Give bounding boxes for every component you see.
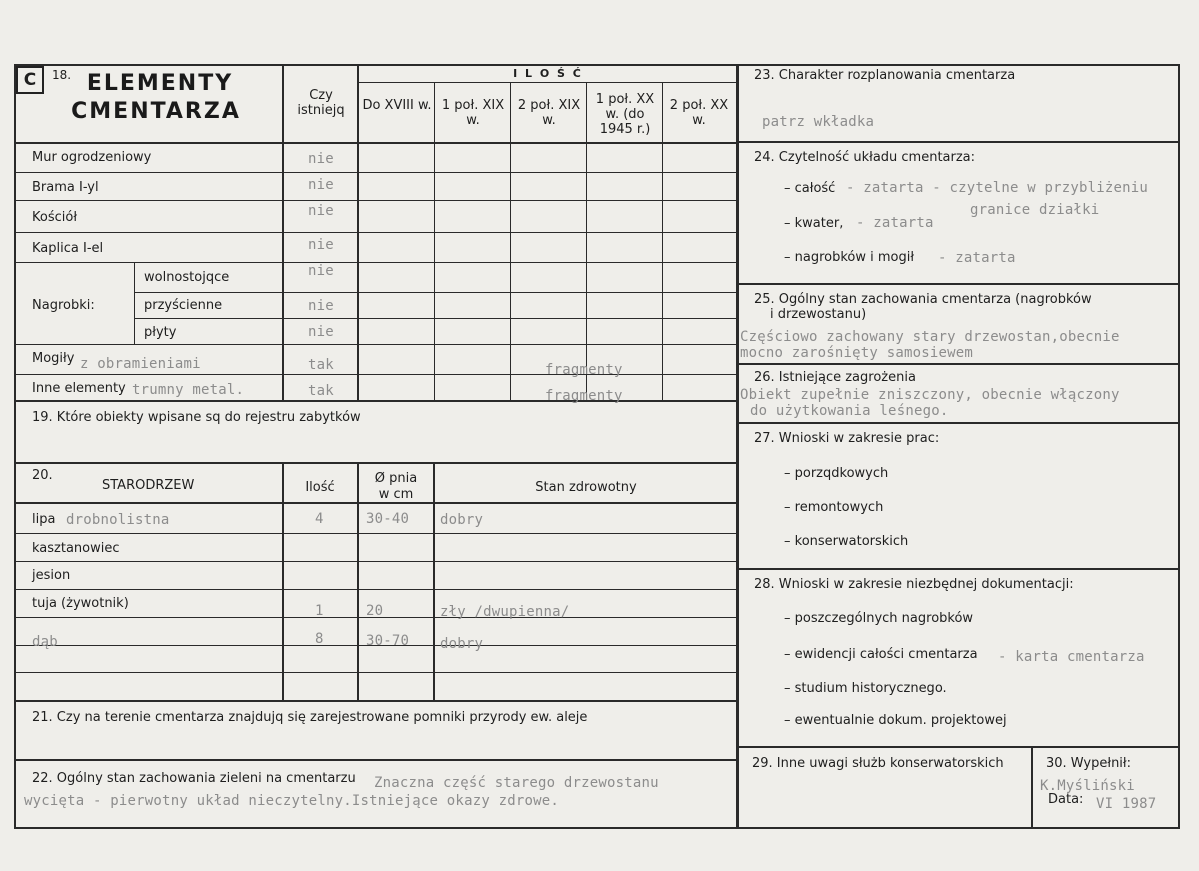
s20-row-ilosc: 4	[315, 511, 324, 527]
s20-col-rule-2	[357, 462, 359, 700]
s24-nagrobkow: – nagrobków i mogił	[784, 250, 915, 265]
label-plyty: płyty	[144, 325, 177, 340]
s28-item: – poszczególnych nagrobków	[784, 611, 974, 626]
s19-label: 19. Które obiekty wpisane sq do rejestru zabytków	[32, 410, 361, 425]
s29-s30-divider	[1031, 746, 1033, 828]
s26-typed-2: do użytkowania leśnego.	[750, 403, 949, 419]
s20-row-rule	[14, 589, 736, 590]
s27-label: 27. Wnioski w zakresie prac:	[754, 431, 940, 446]
s30-label: 30. Wypełnił:	[1046, 756, 1131, 771]
s20-number: 20.	[32, 468, 53, 483]
typed-kaplica: nie	[308, 237, 334, 253]
s26-label: 26. Istniejące zagrożenia	[754, 370, 916, 385]
row-rule	[14, 344, 736, 345]
s25-typed-1: Częściowo zachowany stary drzewostan,obecnie	[740, 329, 1120, 345]
s20-row-stan: dobry	[440, 512, 484, 528]
col-rule-1	[357, 64, 359, 402]
s27-item: – porzqdkowych	[784, 466, 889, 481]
s20-col-stan: Stan zdrowotny	[535, 480, 637, 495]
period-header-5: 2 poł. XX w.	[669, 98, 729, 128]
row-rule	[14, 172, 736, 173]
s20-row-label: tuja (żywotnik)	[32, 596, 129, 611]
s20-row-stan: dobry	[440, 636, 484, 652]
nagrobki-rule	[134, 262, 135, 344]
s22-label: 22. Ogólny stan zachowania zieleni na cmentarzu	[32, 771, 356, 786]
s22-typed-2: wycięta - pierwotny układ nieczytelny.Istniejące okazy zdrowe.	[24, 793, 559, 809]
s24-calosc-typed-2: granice działki	[970, 202, 1100, 218]
s20-row-rule	[14, 672, 736, 673]
label-mogily: Mogiły	[32, 351, 75, 366]
s29-label: 29. Inne uwagi służb konserwatorskich	[752, 756, 1004, 771]
ilosc-header: I L O Ś Ć	[513, 67, 583, 80]
s20-row-label: kasztanowiec	[32, 541, 120, 556]
section-26-bottom	[738, 422, 1180, 424]
s20-row-typed: dąb	[32, 634, 58, 650]
period-header-4: 1 poł. XX w. (do 1945 r.)	[595, 92, 655, 137]
s20-row-pnia: 20	[366, 603, 384, 619]
label-brama: Brama I-yl	[32, 180, 99, 195]
label-inne: Inne elementy	[32, 381, 126, 396]
s26-typed-1: Obiekt zupełnie zniszczony, obecnie włączony	[740, 387, 1120, 403]
s24-nagrobkow-typed: - zatarta	[938, 250, 1016, 266]
typed-mogily-desc: z obramieniami	[80, 356, 201, 372]
section-letter-box: C	[16, 66, 44, 94]
typed-mur: nie	[308, 151, 334, 167]
section-23-bottom	[738, 141, 1180, 143]
s28-item: – ewentualnie dokum. projektowej	[784, 713, 1007, 728]
s24-calosc: – całość	[784, 181, 836, 196]
row-rule	[14, 232, 736, 233]
s20-col-pnia-1: Ø pnia	[374, 471, 418, 486]
s24-calosc-typed-1: - zatarta - czytelne w przybliżeniu	[846, 180, 1149, 196]
section-21-bottom	[14, 759, 736, 761]
section-25-bottom	[738, 363, 1180, 365]
row-rule	[134, 292, 736, 293]
typed-brama: nie	[308, 177, 334, 193]
typed-kosciol: nie	[308, 203, 334, 219]
s20-row-ilosc: 1	[315, 603, 324, 619]
s30-data-label: Data:	[1048, 792, 1084, 807]
typed-inne-desc: trumny metal.	[132, 382, 245, 398]
title-line2: CMENTARZA	[71, 99, 241, 124]
s20-row-typed: drobnolistna	[66, 512, 170, 528]
middle-divider	[736, 64, 739, 829]
header-bottom-rule	[14, 142, 736, 144]
s27-item: – remontowych	[784, 500, 884, 515]
title-line1: ELEMENTY	[86, 71, 234, 96]
s20-col-rule-3	[433, 462, 435, 700]
typed-mogily: tak	[308, 357, 334, 373]
s20-col-ilosc: Ilość	[305, 480, 335, 495]
frame-right	[1178, 64, 1180, 829]
s20-row-label: lipa	[32, 512, 56, 527]
section-number: 18.	[52, 68, 72, 82]
section-27-bottom	[738, 568, 1180, 570]
s23-typed: patrz wkładka	[762, 114, 875, 130]
s28-typed: - karta cmentarza	[998, 649, 1145, 665]
col-rule-2	[434, 82, 435, 402]
s30-typed-date: VI 1987	[1096, 796, 1157, 812]
s24-label: 24. Czytelność układu cmentarza:	[754, 150, 976, 165]
s20-header-rule	[14, 502, 736, 504]
s24-kwater-typed: - zatarta	[856, 215, 934, 231]
row-rule	[14, 200, 736, 201]
section-28-bottom	[738, 746, 1180, 748]
s20-row-label: jesion	[32, 568, 71, 583]
typed-plyty: nie	[308, 324, 334, 340]
typed-przyscienne: nie	[308, 298, 334, 314]
czy-istnieja-header: Czy istniejq	[297, 88, 345, 118]
label-kosciol: Kościół	[32, 210, 78, 225]
s20-row-rule	[14, 561, 736, 562]
s20-row-pnia: 30-40	[366, 511, 410, 527]
s23-label: 23. Charakter rozplanowania cmentarza	[754, 68, 1016, 83]
ilosc-rule	[358, 82, 736, 83]
period-header-3: 2 poł. XIX w.	[517, 98, 581, 128]
row-rule	[134, 318, 736, 319]
frame-left	[14, 64, 16, 829]
s20-title: STARODRZEW	[102, 478, 195, 493]
s22-typed-1: Znaczna część starego drzewostanu	[374, 775, 659, 791]
period-header-2: 1 poł. XIX w.	[441, 98, 505, 128]
s20-col-pnia-2: w cm	[378, 487, 414, 502]
col-rule-czy	[282, 64, 284, 402]
label-mur: Mur ogrodzeniowy	[32, 150, 152, 165]
typed-fragmenty-2: fragmenty	[545, 388, 623, 404]
period-header-1: Do XVIII w.	[362, 98, 432, 113]
section-24-bottom	[738, 283, 1180, 285]
section-19-bottom	[14, 462, 736, 464]
s25-typed-2: mocno zarośnięty samosiewem	[740, 345, 973, 361]
s28-item: – ewidencji całości cmentarza	[784, 647, 978, 662]
label-wolnostojace: wolnostojqce	[144, 270, 230, 285]
frame-bottom	[14, 827, 1180, 829]
s20-row-ilosc: 8	[315, 631, 324, 647]
s24-kwater: – kwater,	[784, 216, 844, 231]
s25-label-1: 25. Ogólny stan zachowania cmentarza (nagrobków	[754, 292, 1092, 307]
typed-wolnostojace: nie	[308, 263, 334, 279]
section-20-bottom	[14, 700, 736, 702]
s20-row-rule	[14, 533, 736, 534]
label-nagrobki: Nagrobki:	[32, 298, 95, 313]
row-rule	[14, 262, 736, 263]
label-przyscienne: przyścienne	[144, 298, 223, 313]
s27-item: – konserwatorskich	[784, 534, 909, 549]
s28-label: 28. Wnioski w zakresie niezbędnej dokumentacji:	[754, 577, 1074, 592]
col-rule-5	[662, 82, 663, 402]
s28-item: – studium historycznego.	[784, 681, 947, 696]
s30-typed-name: K.Myśliński	[1040, 778, 1135, 794]
s20-col-rule-1	[282, 462, 284, 700]
row-rule	[14, 374, 736, 375]
label-kaplica: Kaplica I-el	[32, 241, 104, 256]
s25-label-2: i drzewostanu)	[770, 307, 867, 322]
s20-row-stan: zły /dwupienna/	[440, 604, 570, 620]
section-18-bottom	[14, 400, 736, 402]
s21-label: 21. Czy na terenie cmentarza znajdujq się zarejestrowane pomniki przyrody ew. aleje	[32, 710, 588, 725]
s20-row-pnia: 30-70	[366, 633, 410, 649]
col-rule-4	[586, 82, 587, 402]
typed-inne: tak	[308, 383, 334, 399]
col-rule-3	[510, 82, 511, 402]
typed-fragmenty-1: fragmenty	[545, 362, 623, 378]
